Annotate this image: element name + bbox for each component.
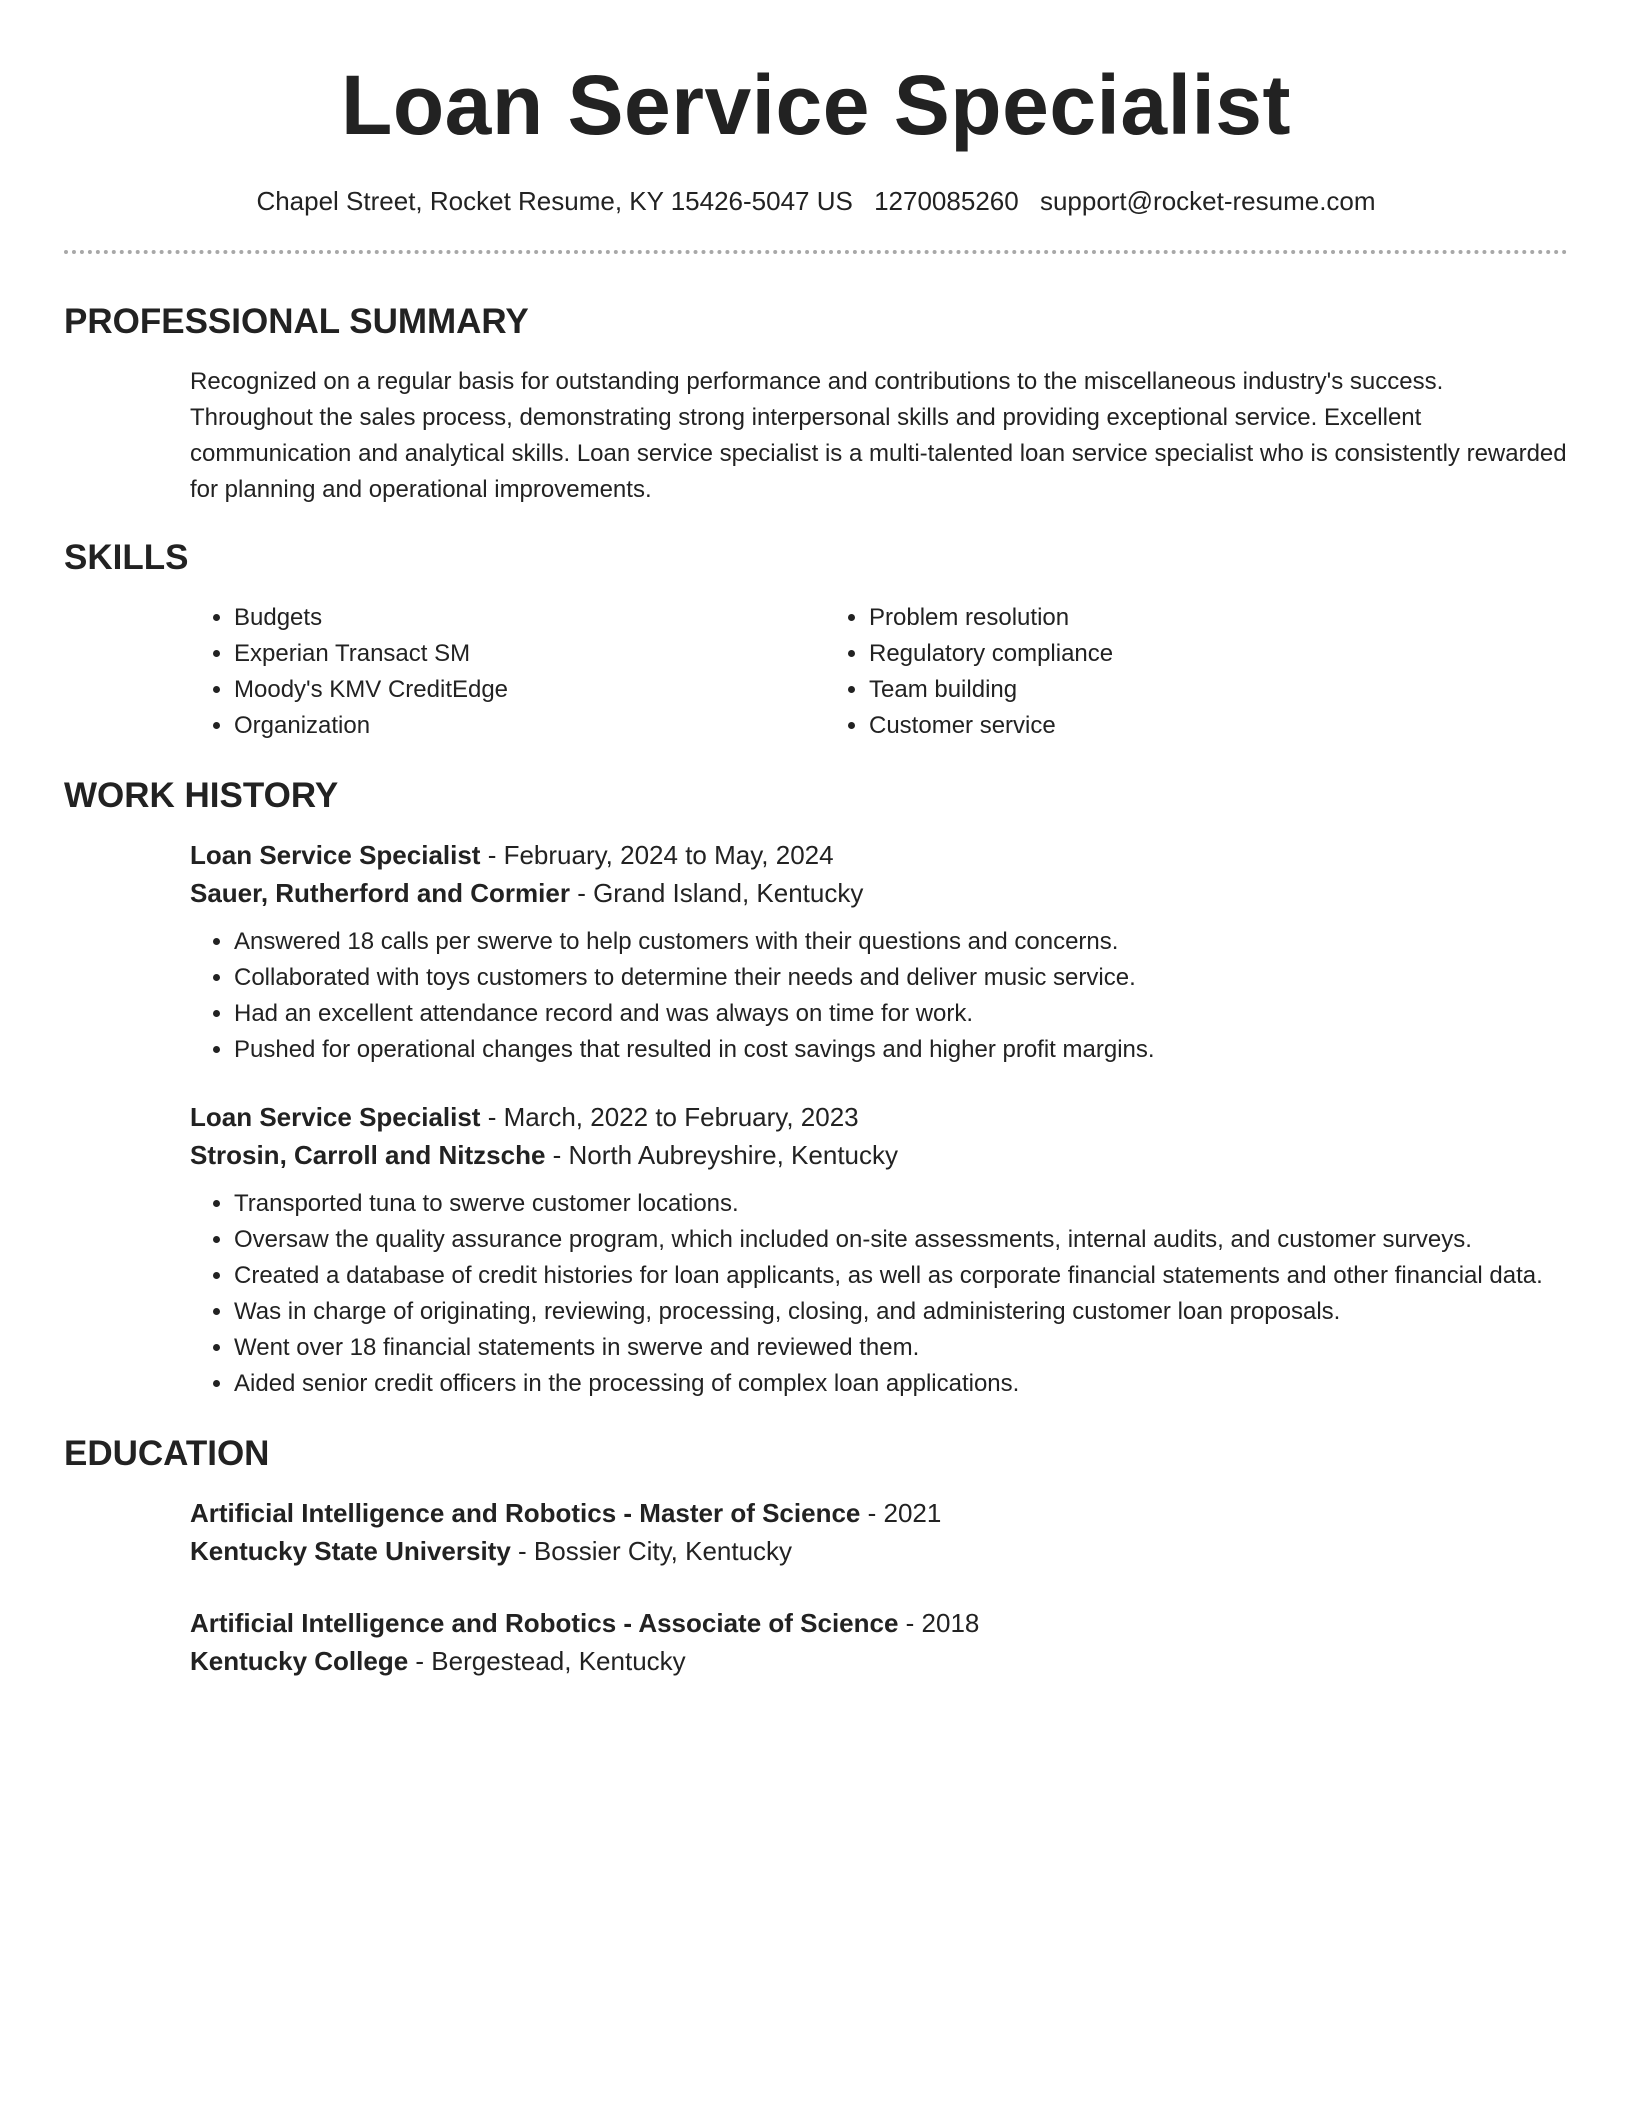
skill-item: • Problem resolution bbox=[869, 600, 1460, 636]
skills-column-right bbox=[825, 600, 1460, 744]
summary-text: Recognized on a regular basis for outstanding performance and contributions to the miscellaneous industry's success. Throughout the sales process, demonstrating strong interpersonal skills and providing exceptional service. Excellent communication and analytical skills. Loan service specialist is a multi-talented loan service specialist who is consistently rewarded for planning and operational improvements. bbox=[190, 368, 1567, 503]
education-year: - 2021 bbox=[860, 1498, 942, 1528]
resume-name-title: Loan Service Specialist bbox=[341, 58, 1291, 152]
job-company-line bbox=[190, 874, 1568, 912]
job-company: Strosin, Carroll and Nitzsche bbox=[190, 1140, 546, 1170]
skill-item: • Budgets bbox=[234, 600, 825, 636]
summary-section bbox=[64, 300, 1568, 508]
education-degree-line bbox=[190, 1604, 1568, 1642]
job-dates: - March, 2022 to February, 2023 bbox=[480, 1102, 859, 1132]
contact-email: support@rocket-resume.com bbox=[1039, 186, 1376, 216]
education-degree: Artificial Intelligence and Robotics - Associate of Science bbox=[190, 1608, 899, 1638]
education-year: - 2018 bbox=[898, 1608, 980, 1638]
job-company-line bbox=[190, 1136, 1568, 1174]
job-company: Sauer, Rutherford and Cormier bbox=[190, 878, 570, 908]
education-school: Kentucky State University bbox=[190, 1536, 511, 1566]
job-duty-item: • Created a database of credit histories for loan applicants, as well as corporate financial statements and other financial data. bbox=[234, 1258, 1568, 1294]
job-duty-item: • Aided senior credit officers in the processing of complex loan applications. bbox=[234, 1366, 1568, 1402]
education-entry bbox=[190, 1494, 1568, 1570]
job-position: Loan Service Specialist bbox=[190, 1102, 481, 1132]
education-degree-line bbox=[190, 1494, 1568, 1532]
job-dates: - February, 2024 to May, 2024 bbox=[480, 840, 834, 870]
job-duties-list bbox=[190, 1186, 1568, 1402]
skill-item: • Organization bbox=[234, 708, 825, 744]
contact-phone: 1270085260 bbox=[874, 186, 1019, 216]
job-title-line bbox=[190, 1098, 1568, 1136]
job-duty-item: • Transported tuna to swerve customer locations. bbox=[234, 1186, 1568, 1222]
education-school-line bbox=[190, 1642, 1568, 1680]
summary-heading: PROFESSIONAL SUMMARY bbox=[64, 302, 529, 341]
contact-line bbox=[64, 184, 1568, 218]
skill-item: • Moody's KMV CreditEdge bbox=[234, 672, 825, 708]
skill-item: • Team building bbox=[869, 672, 1460, 708]
education-location: - Bergestead, Kentucky bbox=[408, 1646, 686, 1676]
job-location: - North Aubreyshire, Kentucky bbox=[545, 1140, 899, 1170]
skill-item: • Regulatory compliance bbox=[869, 636, 1460, 672]
job-duty-item: • Was in charge of originating, reviewing, processing, closing, and administering customer loan proposals. bbox=[234, 1294, 1568, 1330]
education-heading: EDUCATION bbox=[64, 1434, 270, 1473]
job-duty-item: • Had an excellent attendance record and was always on time for work. bbox=[234, 996, 1568, 1032]
job-location: - Grand Island, Kentucky bbox=[569, 878, 864, 908]
education-entry bbox=[190, 1604, 1568, 1680]
contact-address: Chapel Street, Rocket Resume, KY 15426-5047 US bbox=[256, 186, 853, 216]
skill-item: • Customer service bbox=[869, 708, 1460, 744]
job-duty-item: • Went over 18 financial statements in swerve and reviewed them. bbox=[234, 1330, 1568, 1366]
education-school-line bbox=[190, 1532, 1568, 1570]
work-history-section bbox=[64, 774, 1568, 1402]
job-entry bbox=[190, 1098, 1568, 1402]
skills-column-left bbox=[190, 600, 825, 744]
job-title-line bbox=[190, 836, 1568, 874]
work-history-heading: WORK HISTORY bbox=[64, 776, 339, 815]
job-duties-list bbox=[190, 924, 1568, 1068]
header-divider bbox=[64, 250, 1568, 254]
skills-heading: SKILLS bbox=[64, 538, 189, 577]
job-entry bbox=[190, 836, 1568, 1068]
education-location: - Bossier City, Kentucky bbox=[510, 1536, 793, 1566]
skills-section bbox=[64, 536, 1568, 744]
skill-item: • Experian Transact SM bbox=[234, 636, 825, 672]
job-duty-item: • Answered 18 calls per swerve to help customers with their questions and concerns. bbox=[234, 924, 1568, 960]
job-duty-item: • Collaborated with toys customers to determine their needs and deliver music service. bbox=[234, 960, 1568, 996]
job-position: Loan Service Specialist bbox=[190, 840, 481, 870]
education-section bbox=[64, 1432, 1568, 1680]
education-degree: Artificial Intelligence and Robotics - Master of Science bbox=[190, 1498, 861, 1528]
education-school: Kentucky College bbox=[190, 1646, 409, 1676]
job-duty-item: • Oversaw the quality assurance program, which included on-site assessments, internal audits, and customer surveys. bbox=[234, 1222, 1568, 1258]
skills-grid bbox=[190, 600, 1568, 744]
job-duty-item: • Pushed for operational changes that resulted in cost savings and higher profit margins. bbox=[234, 1032, 1568, 1068]
